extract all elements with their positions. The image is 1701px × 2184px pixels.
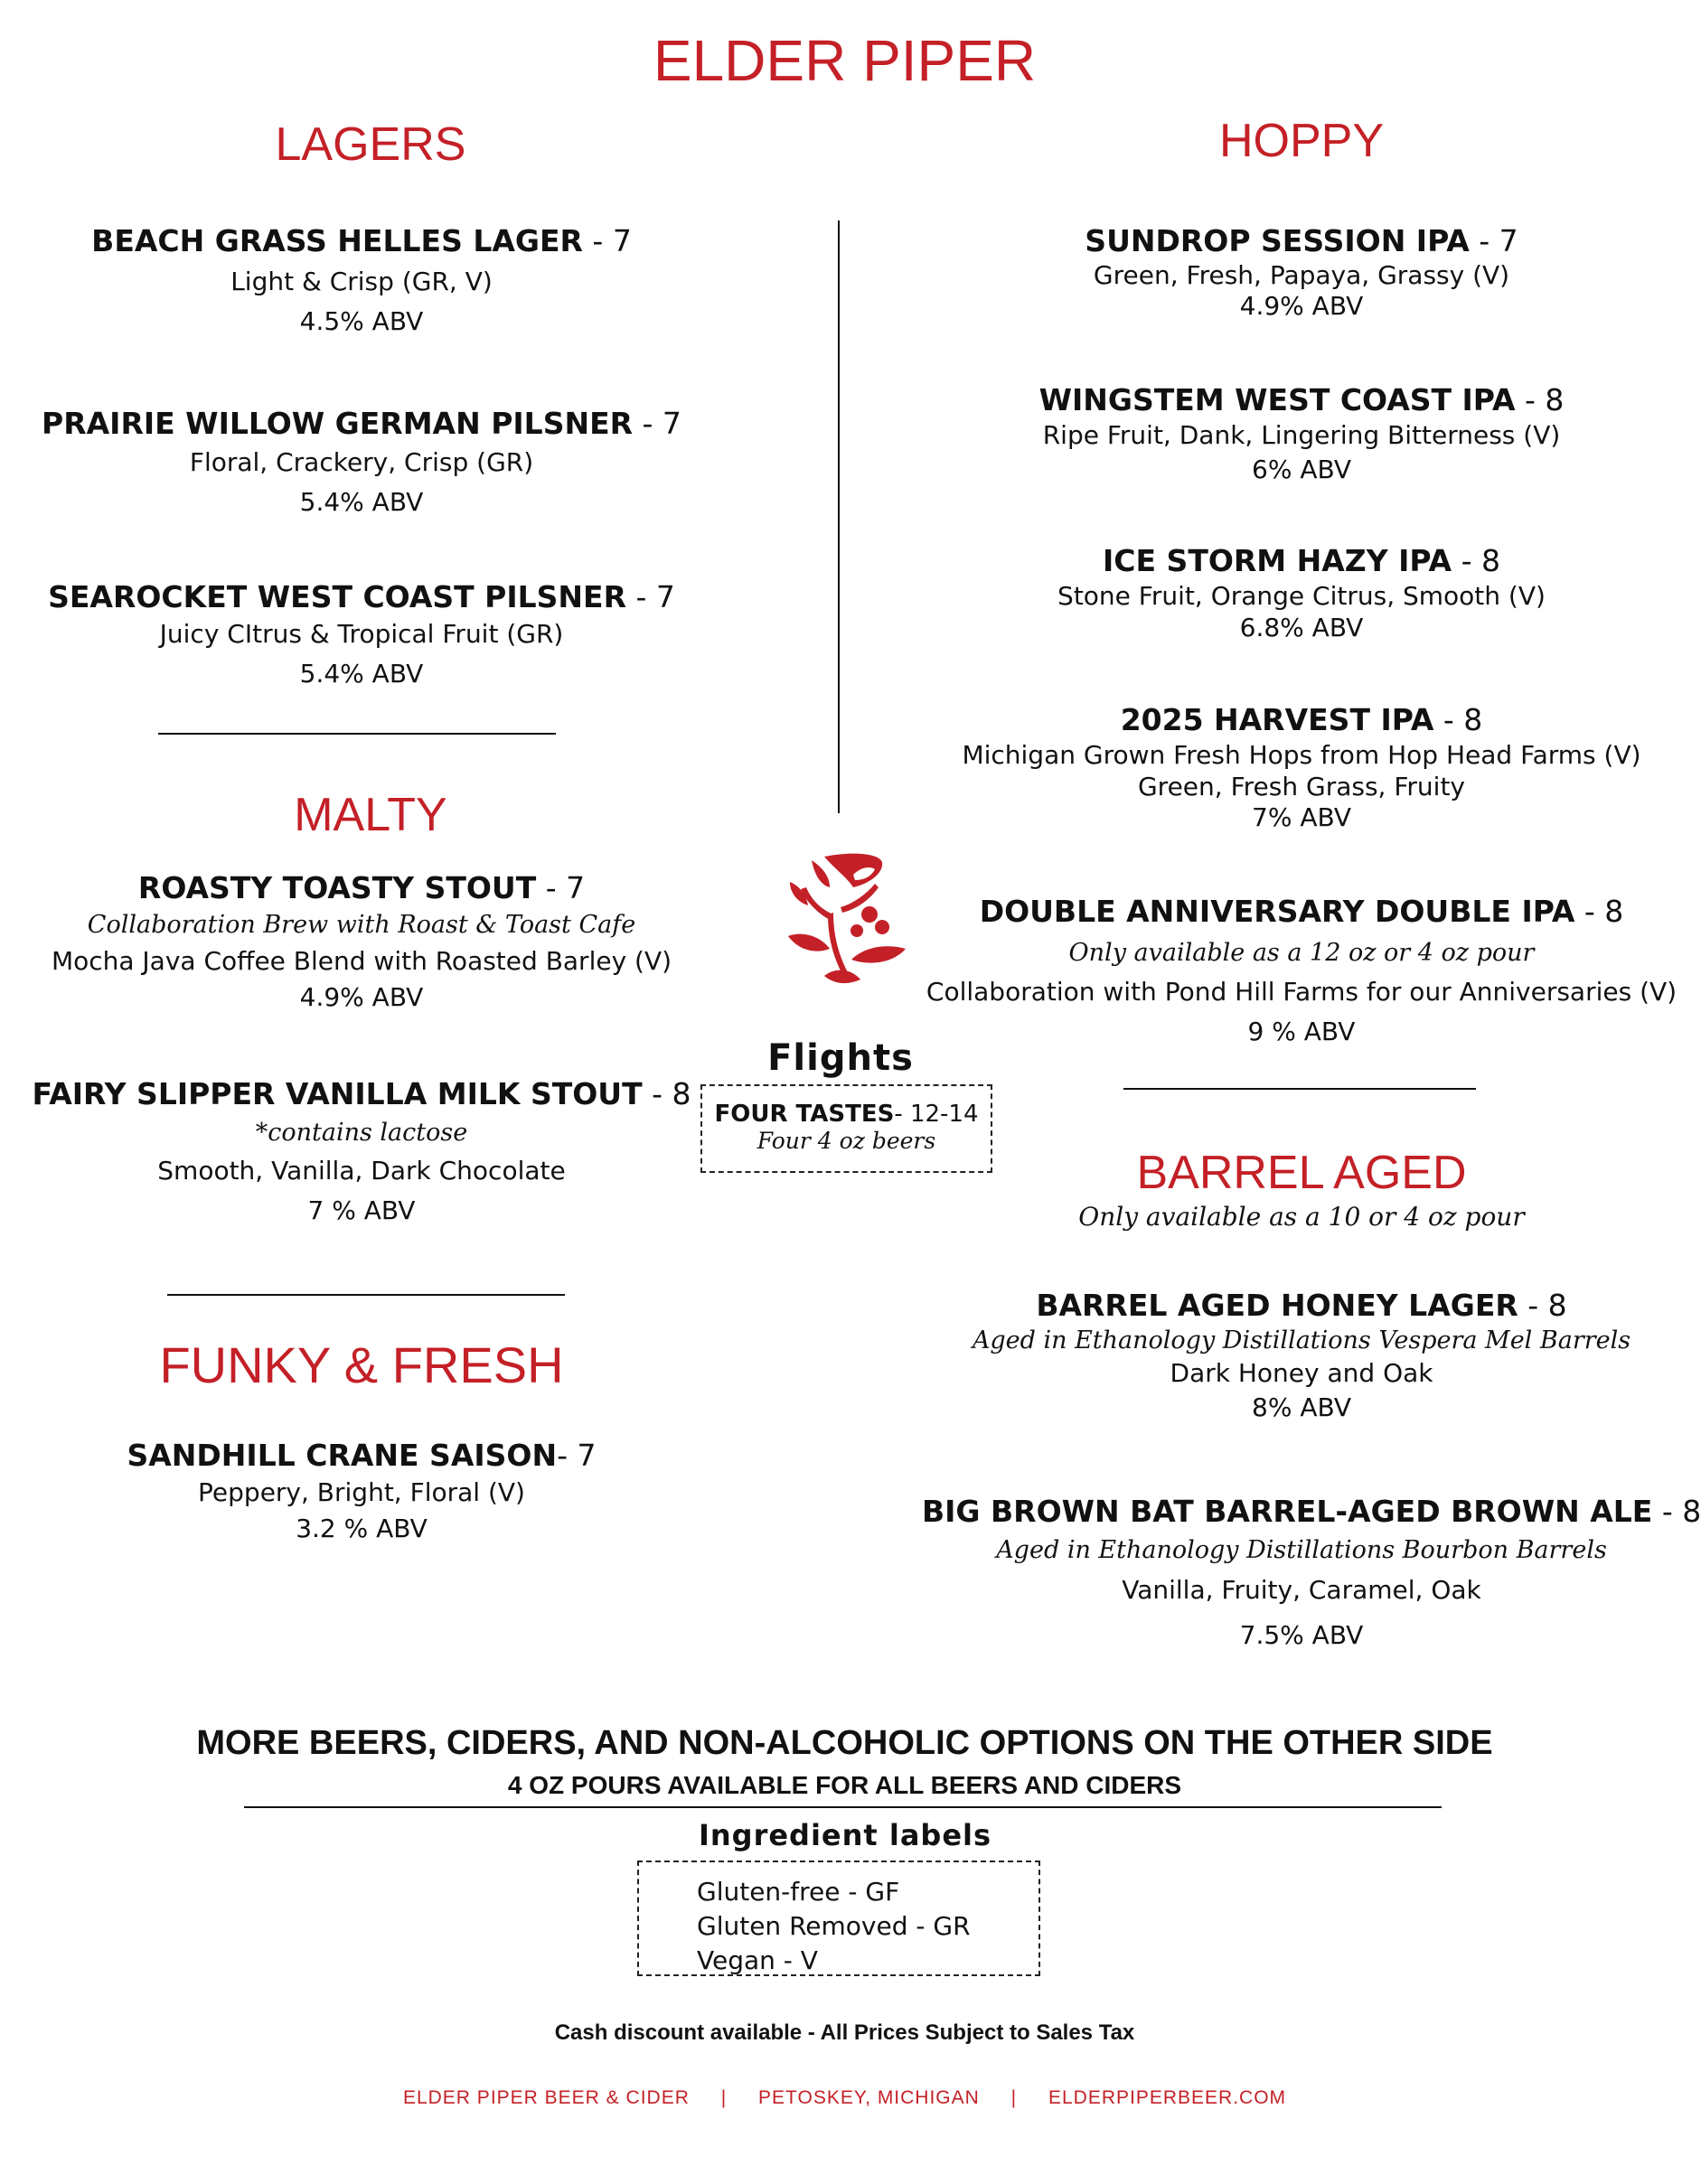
beer-price: - 8 (1515, 382, 1565, 417)
beer-note: Aged in Ethanology Distillations Bourbon Barrels (996, 1536, 1607, 1564)
section-lagers: LAGERS (275, 118, 466, 171)
section-hoppy: HOPPY (1218, 115, 1385, 167)
beer-name: BARREL AGED HONEY LAGER (1036, 1288, 1518, 1323)
elderberry-branch-logo-icon (770, 849, 915, 987)
beer-price: - 7 (582, 223, 632, 258)
beer-abv: 4.9% ABV (1239, 291, 1364, 321)
footer-separator: | (720, 2087, 728, 2108)
footer-brewery: ELDER PIPER BEER & CIDER (402, 2087, 690, 2108)
beer-sundrop (940, 222, 1663, 322)
beer-prairie-willow (36, 405, 687, 520)
flights-box (700, 1084, 992, 1173)
beer-price: - 7 (625, 579, 675, 614)
ingredient-labels-box (637, 1861, 1040, 1976)
footer-credits (0, 2087, 1689, 2109)
beer-desc: Light & Crisp (GR, V) (230, 267, 493, 296)
beer-collab: Collaboration Brew with Roast & Toast Cafe (87, 911, 636, 939)
footer-separator: | (1010, 2087, 1018, 2108)
beer-ice-storm (940, 542, 1663, 643)
beer-abv: 4.9% ABV (299, 982, 424, 1012)
beer-big-brown-bat (922, 1493, 1701, 1661)
beer-abv: 8% ABV (1252, 1392, 1351, 1422)
more-options-heading: MORE BEERS, CIDERS, AND NON-ALCOHOLIC OPTIONS ON THE OTHER SIDE (196, 1724, 1493, 1762)
section-barrel: BARREL AGED (1136, 1147, 1467, 1199)
beer-desc: Vanilla, Fruity, Caramel, Oak (1122, 1575, 1481, 1605)
footer-website[interactable]: ELDERPIPERBEER.COM (1048, 2087, 1287, 2108)
footer-divider (244, 1806, 1442, 1808)
beer-double-anniversary (922, 893, 1681, 1052)
beer-abv: 3.2 % ABV (296, 1514, 428, 1543)
flights-title: Flights (767, 1037, 914, 1079)
beer-price: - 7 (557, 1438, 597, 1473)
beer-price: - 8 (1518, 1288, 1567, 1323)
beer-abv: 5.4% ABV (299, 487, 424, 517)
beer-desc: Michigan Grown Fresh Hops from Hop Head Farms (V) (962, 740, 1641, 770)
beer-desc: Stone Fruit, Orange Citrus, Smooth (V) (1057, 581, 1546, 611)
beer-desc: Peppery, Bright, Floral (V) (198, 1477, 525, 1507)
beer-name: FAIRY SLIPPER VANILLA MILK STOUT (32, 1076, 643, 1111)
label-gluten-removed: Gluten Removed - GR (697, 1911, 971, 1941)
beer-beach-grass (36, 222, 687, 340)
beer-price: - 7 (1469, 223, 1518, 258)
beer-abv: 6.8% ABV (1239, 613, 1364, 642)
beer-desc: Juicy CItrus & Tropical Fruit (GR) (159, 619, 564, 649)
divider-lagers (158, 733, 556, 735)
beer-desc: Collaboration with Pond Hill Farms for our Anniversaries (V) (926, 977, 1678, 1007)
beer-name: 2025 HARVEST IPA (1120, 702, 1434, 737)
beer-price: - 7 (633, 406, 681, 441)
beer-price: - 8 (1652, 1494, 1701, 1529)
divider-hoppy (1123, 1088, 1476, 1090)
beer-abv: 7 % ABV (307, 1195, 416, 1225)
beer-sandhill-crane (36, 1437, 687, 1547)
beer-abv: 7.5% ABV (1239, 1620, 1364, 1650)
flights-price: - 12-14 (894, 1101, 979, 1128)
beer-name: SEAROCKET WEST COAST PILSNER (48, 579, 626, 614)
beer-harvest (940, 701, 1663, 833)
beer-desc: Dark Honey and Oak (1170, 1358, 1433, 1388)
section-malty: MALTY (294, 789, 447, 841)
beer-desc: Floral, Crackery, Crisp (GR) (189, 447, 534, 477)
beer-searocket (36, 578, 687, 692)
beer-note: *contains lactose (255, 1119, 468, 1147)
section-funky: FUNKY & FRESH (159, 1336, 564, 1393)
pours-note: 4 OZ POURS AVAILABLE FOR ALL BEERS AND CIDERS (507, 1771, 1182, 1799)
beer-wingstem (940, 381, 1663, 488)
beer-roasty-toasty (36, 869, 687, 1016)
beer-name: WINGSTEM WEST COAST IPA (1038, 382, 1516, 417)
beer-price: - 8 (642, 1076, 691, 1111)
beer-price: - 8 (1452, 543, 1500, 578)
beer-desc: Mocha Java Coffee Blend with Roasted Barley (V) (51, 946, 672, 976)
beer-note: Only available as a 12 oz or 4 oz pour (1068, 939, 1535, 967)
beer-name: PRAIRIE WILLOW GERMAN PILSNER (42, 406, 634, 441)
ingredient-labels-title: Ingredient labels (698, 1818, 992, 1852)
beer-price: - 7 (536, 870, 586, 905)
beer-desc: Smooth, Vanilla, Dark Chocolate (157, 1156, 566, 1186)
beer-abv: 6% ABV (1252, 455, 1351, 484)
column-divider (838, 220, 840, 813)
beer-abv: 9 % ABV (1247, 1017, 1356, 1046)
beer-price: - 8 (1574, 894, 1624, 929)
barrel-note: Only available as a 10 or 4 oz pour (1078, 1202, 1525, 1232)
footer-location: PETOSKEY, MICHIGAN (758, 2087, 980, 2108)
flights-note: Four 4 oz beers (757, 1128, 936, 1154)
beer-desc-2: Green, Fresh Grass, Fruity (1137, 772, 1466, 801)
beer-name: SUNDROP SESSION IPA (1085, 223, 1470, 258)
beer-abv: 4.5% ABV (299, 306, 424, 336)
beer-name: BIG BROWN BAT BARREL-AGED BROWN ALE (922, 1494, 1653, 1529)
beer-name: ROASTY TOASTY STOUT (137, 870, 537, 905)
beer-name: SANDHILL CRANE SAISON (127, 1438, 558, 1473)
flights-label: FOUR TASTES (714, 1101, 895, 1128)
beer-price: - 8 (1433, 702, 1483, 737)
label-gluten-free: Gluten-free - GF (697, 1877, 900, 1907)
beer-name: DOUBLE ANNIVERSARY DOUBLE IPA (979, 894, 1575, 929)
label-vegan: Vegan - V (697, 1945, 818, 1975)
beer-abv: 7% ABV (1252, 802, 1351, 832)
divider-malty (167, 1294, 565, 1296)
page-title: ELDER PIPER (653, 28, 1037, 93)
beer-name: ICE STORM HAZY IPA (1103, 543, 1452, 578)
beer-note: Aged in Ethanology Distillations Vespera Mel Barrels (972, 1326, 1631, 1354)
beer-desc: Green, Fresh, Papaya, Grassy (V) (1093, 260, 1510, 290)
beer-name: BEACH GRASS HELLES LAGER (91, 223, 583, 258)
beer-desc: Ripe Fruit, Dank, Lingering Bitterness (V) (1042, 420, 1561, 450)
beer-abv: 5.4% ABV (299, 659, 424, 689)
beer-fairy-slipper (27, 1075, 696, 1229)
beer-barrel-honey (922, 1287, 1681, 1426)
cash-discount-note: Cash discount available - All Prices Subject to Sales Tax (554, 2020, 1135, 2045)
